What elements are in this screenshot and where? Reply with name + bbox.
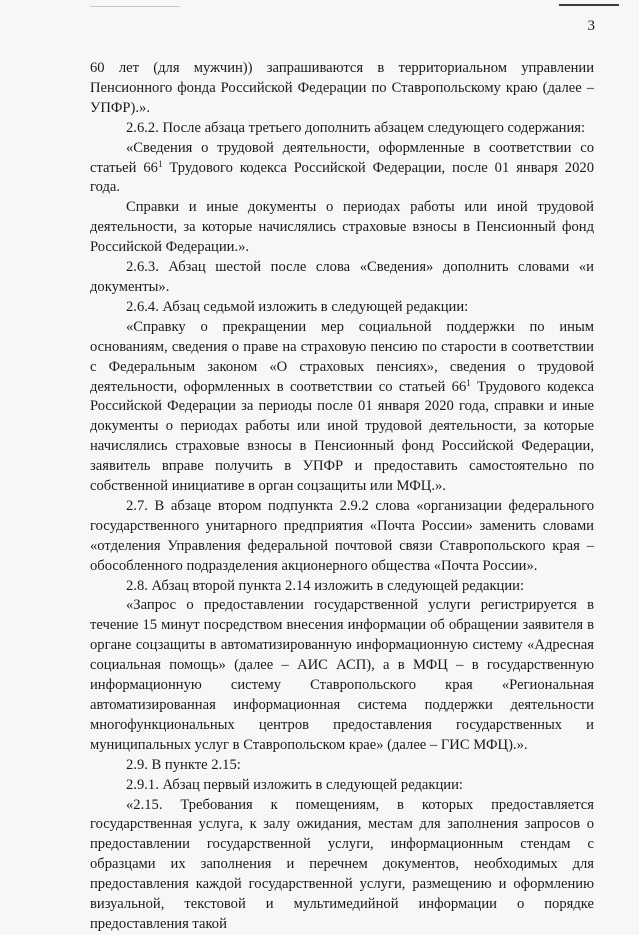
superscript: 1 <box>466 377 471 388</box>
paragraph <box>90 139 594 199</box>
paragraph <box>90 796 594 935</box>
paragraph-text: 2.9. В пункте 2.15: <box>126 756 241 773</box>
document-body <box>90 59 594 935</box>
paragraph-text: 2.8. Абзац второй пункта 2.14 изложить в следующей редакции: <box>126 577 525 594</box>
page-number: 3 <box>587 18 595 34</box>
scan-artifact <box>90 6 180 7</box>
paragraph-text: «2.15. Требования к помещениям, в которых предоставляется государственная услуга, к залу ожидания, местам для заполнения запросов о предоставлении государственной услуги, информационным стендам с образцами их заполнения и перечнем документов, необходимых для предоставления каждой государственной услуги, размещению и оформлению визуальной, текстовой и мультимедийной информации о порядке предоставления такой <box>90 796 594 932</box>
paragraph <box>90 497 594 577</box>
paragraph-text: 60 лет (для мужчин)) запрашиваются в территориальном управлении Пенсионного фонда Российской Федерации по Ставропольскому краю (далее – УПФР).». <box>90 60 594 116</box>
paragraph-text: 2.6.3. Абзац шестой после слова «Сведения» дополнить словами «и документы». <box>90 259 594 295</box>
paragraph <box>90 318 594 497</box>
paragraph <box>90 756 594 776</box>
scan-artifact <box>559 4 619 6</box>
paragraph <box>90 298 594 318</box>
paragraph <box>90 596 594 755</box>
paragraph <box>90 119 594 139</box>
paragraph <box>90 59 594 119</box>
paragraph-text: 2.6.4. Абзац седьмой изложить в следующей редакции: <box>126 298 469 315</box>
paragraph-text: 2.9.1. Абзац первый изложить в следующей редакции: <box>126 776 463 793</box>
paragraph <box>90 776 594 796</box>
paragraph-text: 2.6.2. После абзаца третьего дополнить абзацем следующего содержания: <box>126 119 586 136</box>
paragraph-text: Справки и иные документы о периодах работы или иной трудовой деятельности, за которые начислялись страховые взносы в Пенсионный фонд Российской Федерации.». <box>90 199 594 256</box>
superscript: 1 <box>157 158 163 169</box>
paragraph-text-continued: Трудового кодекса Российской Федерации, после 01 января 2020 года. <box>90 159 594 196</box>
paragraph-text: «Справку о прекращении мер социальной поддержки по иным основаниям, сведения о праве на страховую пенсию по старости в соответствии с Федеральным законом «О страховых пенсиях», сведения о трудовой деятельности, оформленных в соответствии со статьей 66 <box>90 318 594 395</box>
paragraph <box>90 198 594 258</box>
paragraph-text: «Сведения о трудовой деятельности, оформленные в соответствии со статьей 66 <box>90 139 594 176</box>
paragraph-text: «Запрос о предоставлении государственной услуги регистрируется в течение 15 минут посредством внесения информации об обращении заявителя в органе соцзащиты в автоматизированную информационную систему «Адресная социальная помощь» (далее – АИС АСП), а в МФЦ – в государственную информационную систему Ставропольского края «Региональная автоматизированная информационная система поддержки деятельности многофункциональных центров предоставления государственных и муниципальных услуг в Ставропольском крае» (далее – ГИС МФЦ).». <box>90 597 594 753</box>
paragraph-text: 2.7. В абзаце втором подпункта 2.9.2 слова «организации федерального государственного унитарного предприятия «Почта России» заменить словами «отделения Управления федеральной почтовой связи Ставропольского края – обособленного подразделения акционерного общества «Почта России». <box>90 497 594 574</box>
paragraph-text-continued: Трудового кодекса Российской Федерации за периоды после 01 января 2020 года, справки и иные документы о периодах работы или иной трудовой деятельности, за которые начислялись страховые взносы в Пенсионный фонд Российской Федерации, заявитель вправе получить в УПФР и предоставить самостоятельно по собственной инициативе в орган соцзащиты или МФЦ.». <box>90 378 594 495</box>
paragraph <box>90 258 594 298</box>
paragraph <box>90 577 594 597</box>
